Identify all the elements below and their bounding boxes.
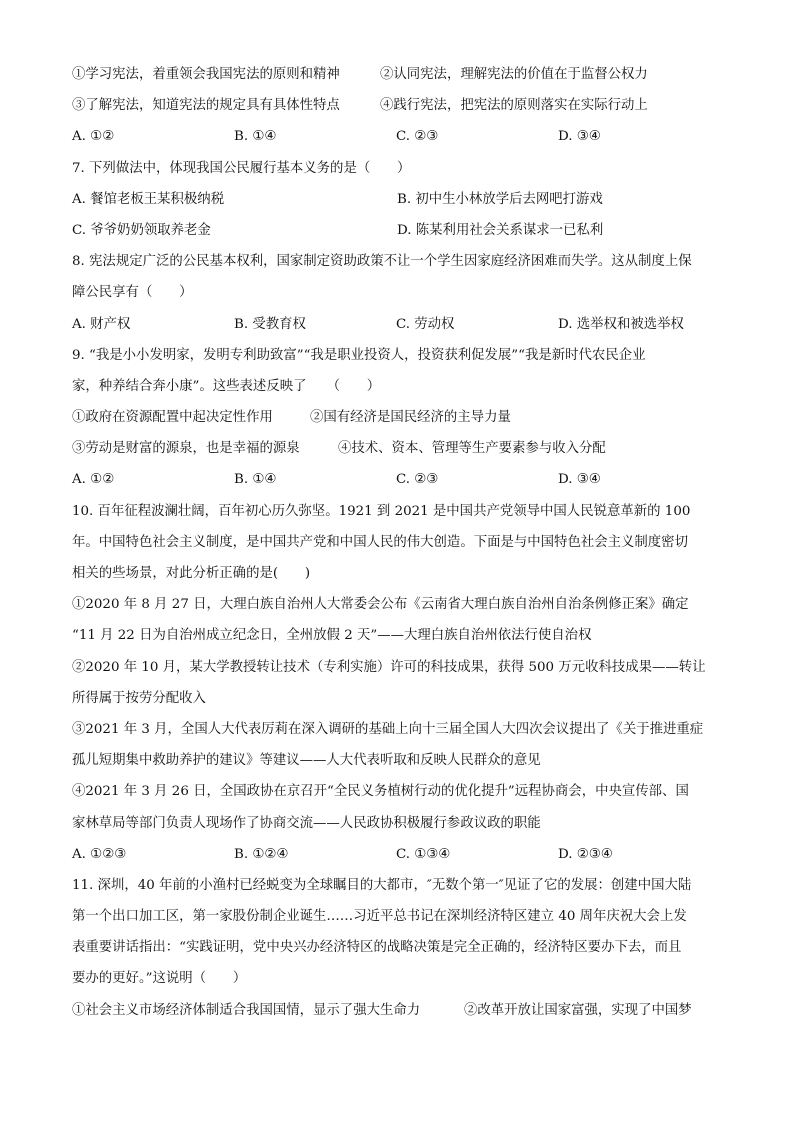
q10-line-8: ③2021 年 3 月，全国人大代表厉莉在深入调研的基础上向十三届全国人大四次会议提出了《关于推进重症 bbox=[72, 721, 704, 737]
q6-statement-1: ①学习宪法，着重领会我国宪法的原则和精神 bbox=[72, 67, 340, 82]
q6-statement-3: ③了解宪法，知道宪法的规定具有具体性特点 bbox=[72, 98, 340, 114]
q9-options bbox=[72, 469, 722, 500]
q7-option-b[interactable]: B. 初中生小林放学后去网吧打游戏 bbox=[397, 191, 603, 207]
q9-statements-row-2 bbox=[72, 438, 722, 469]
q8-stem-line-1: 8. 宪法规定广泛的公民基本权利，国家制定资助政策不让一个学生因家庭经济困难而失学。这从制度上保 bbox=[72, 254, 692, 270]
q9-option-c[interactable]: C. ②③ bbox=[396, 472, 439, 488]
q8-option-d[interactable]: D. 选举权和被选举权 bbox=[558, 316, 684, 332]
q11-line-2: 第一个出口加工区，第一家股份制企业诞生……习近平总书记在深圳经济特区建立 40 周年庆祝大会上发 bbox=[72, 909, 687, 925]
q11-line-1: 11. 深圳，40 年前的小渔村已经蜕变为全球瞩目的大都市，″无数个第一″见证了它的发展：创建中国大陆 bbox=[72, 877, 692, 893]
q10-option-c[interactable]: C. ①③④ bbox=[396, 846, 451, 862]
q8-option-c[interactable]: C. 劳动权 bbox=[396, 316, 455, 332]
q11-statement-1: ①社会主义市场经济体制适合我国国情，显示了强大生命力 bbox=[72, 1002, 421, 1018]
q10-line-10: ④2021 年 3 月 26 日，全国政协在京召开“全民义务植树行动的优化提升”远程协商会，中央宣传部、国 bbox=[72, 784, 689, 800]
q9-option-d[interactable]: D. ③④ bbox=[558, 472, 601, 488]
q10-option-a[interactable]: A. ①②③ bbox=[72, 846, 127, 862]
q10-option-b[interactable]: B. ①②④ bbox=[234, 846, 289, 862]
q8-options bbox=[72, 314, 722, 345]
q6-option-c[interactable]: C. ②③ bbox=[396, 129, 439, 145]
q9-statements-row-1 bbox=[72, 407, 722, 438]
q7-option-a[interactable]: A. 餐馆老板王某积极纳税 bbox=[72, 191, 225, 207]
q9-stem-line-1: 9. “我是小小发明家，发明专利助致富”“我是职业投资人，投资获利促发展”“我是新时代农民企业 bbox=[72, 347, 646, 363]
q10-options bbox=[72, 844, 722, 875]
q8-stem-line-2: 障公民享有（ ） bbox=[72, 285, 193, 301]
q6-option-d[interactable]: D. ③④ bbox=[558, 129, 601, 145]
q10-option-d[interactable]: D. ②③④ bbox=[558, 846, 613, 862]
q10-line-7: 所得属于按劳分配收入 bbox=[72, 690, 206, 706]
q11-statement-2: ②改革开放让国家富强，实现了中国梦 bbox=[464, 1002, 692, 1018]
q10-line-4: ①2020 年 8 月 27 日，大理白族自治州人大常委会公布《云南省大理白族自治州自治条例修正案》确定 bbox=[72, 597, 689, 613]
q9-statement-3: ③劳动是财富的源泉，也是幸福的源泉 bbox=[72, 441, 300, 457]
q6-statement-2: ②认同宪法，理解宪法的价值在于监督公权力 bbox=[380, 67, 648, 82]
q9-statement-1: ①政府在资源配置中起决定性作用 bbox=[72, 410, 273, 426]
q9-option-a[interactable]: A. ①② bbox=[72, 472, 115, 488]
q7-option-d[interactable]: D. 陈某利用社会关系谋求一已私利 bbox=[397, 222, 604, 238]
q11-statements-row-1 bbox=[72, 1000, 722, 1031]
q8-option-b[interactable]: B. 受教育权 bbox=[234, 316, 306, 332]
q10-line-5: “11 月 22 日为自治州成立纪念日，全州放假 2 天”——大理白族自治州依法行使自治权 bbox=[72, 628, 592, 644]
q7-options-row-1 bbox=[72, 189, 722, 220]
q6-statement-4: ④践行宪法，把宪法的原则落实在实际行动上 bbox=[380, 98, 648, 114]
q10-line-6: ②2020 年 10 月，某大学教授转让技术（专利实施）许可的科技成果，获得 500 万元收科技成果——转让 bbox=[72, 659, 706, 675]
q9-stem-line-2: 家，种养结合奔小康”。这些表述反映了 （ ） bbox=[72, 378, 381, 394]
q10-line-1: 10. 百年征程波澜壮阔，百年初心历久弥坚。1921 到 2021 是中国共产党领导中国人民锐意革新的 100 bbox=[72, 503, 691, 519]
q7-option-c[interactable]: C. 爷爷奶奶领取养老金 bbox=[72, 222, 211, 238]
exam-page bbox=[72, 64, 722, 1031]
q7-stem: 7. 下列做法中，体现我国公民履行基本义务的是（ ） bbox=[72, 160, 411, 176]
q6-options bbox=[72, 126, 722, 157]
q6-option-a[interactable]: A. ①② bbox=[72, 129, 115, 145]
q6-statements-row-2 bbox=[72, 95, 722, 126]
q9-option-b[interactable]: B. ①④ bbox=[234, 472, 277, 488]
q10-line-3: 相关的些场景，对此分析正确的是( ) bbox=[72, 566, 311, 581]
q8-option-a[interactable]: A. 财产权 bbox=[72, 316, 131, 332]
q11-line-3: 表重要讲话指出：“实践证明，党中央兴办经济特区的战略决策是完全正确的，经济特区要办下去，而且 bbox=[72, 940, 682, 956]
q10-line-9: 孤儿短期集中救助养护的建议》等建议——人大代表听取和反映人民群众的意见 bbox=[72, 753, 541, 769]
q7-options-row-2 bbox=[72, 220, 722, 251]
q6-statements-row-1 bbox=[72, 64, 722, 95]
q6-option-b[interactable]: B. ①④ bbox=[234, 129, 277, 145]
q11-line-4: 要办的更好。”这说明（ ） bbox=[72, 971, 247, 987]
q10-line-11: 家林草局等部门负责人现场作了协商交流——人民政协积极履行参政议政的职能 bbox=[72, 815, 541, 831]
q9-statement-2: ②国有经济是国民经济的主导力量 bbox=[310, 410, 511, 426]
q9-statement-4: ④技术、资本、管理等生产要素参与收入分配 bbox=[338, 441, 606, 457]
q10-line-2: 年。中国特色社会主义制度，是中国共产党和中国人民的伟大创造。下面是与中国特色社会主义制度密切 bbox=[72, 534, 688, 550]
